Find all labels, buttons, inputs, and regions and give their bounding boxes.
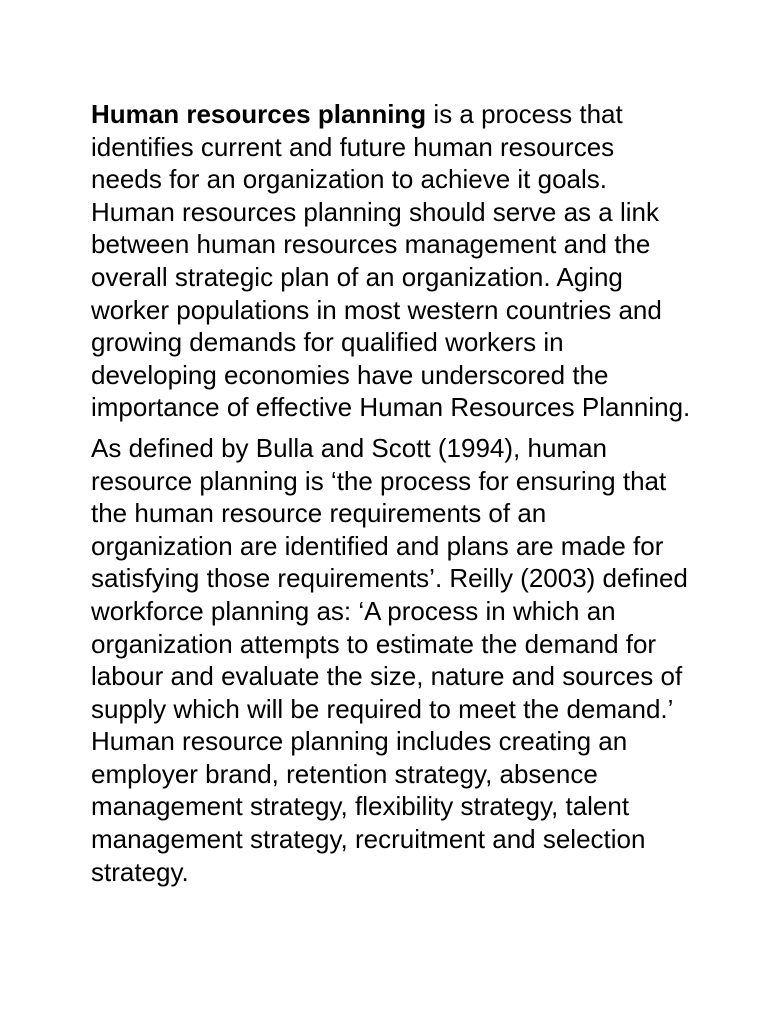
document-body	[91, 98, 691, 888]
paragraph-references: As defined by Bulla and Scott (1994), human resource planning is ‘the process for ensuring that the human resource requirements of an organization are identified and plans are made for satisfying those requirements’. Reilly (2003) defined workforce planning as: ‘A process in which an organization attempts to estimate the demand for labour and evaluate the size, nature and sources of supply which will be required to meet the demand.’ Human resource planning includes creating an employer brand, retention strategy, absence management strategy, flexibility strategy, talent management strategy, recruitment and selection strategy.	[91, 432, 688, 887]
paragraph-definition	[91, 98, 691, 424]
paragraph-definition-text: is a process that identifies current and future human resources needs for an organization to achieve it goals. Human resources planning should serve as a link between human resources management and the overall strategic plan of an organization. Aging worker populations in most western countries and growing demands for qualified workers in developing economies have underscored the importance of effective Human Resources Planning.	[91, 99, 691, 423]
key-term: Human resources planning	[91, 99, 427, 129]
